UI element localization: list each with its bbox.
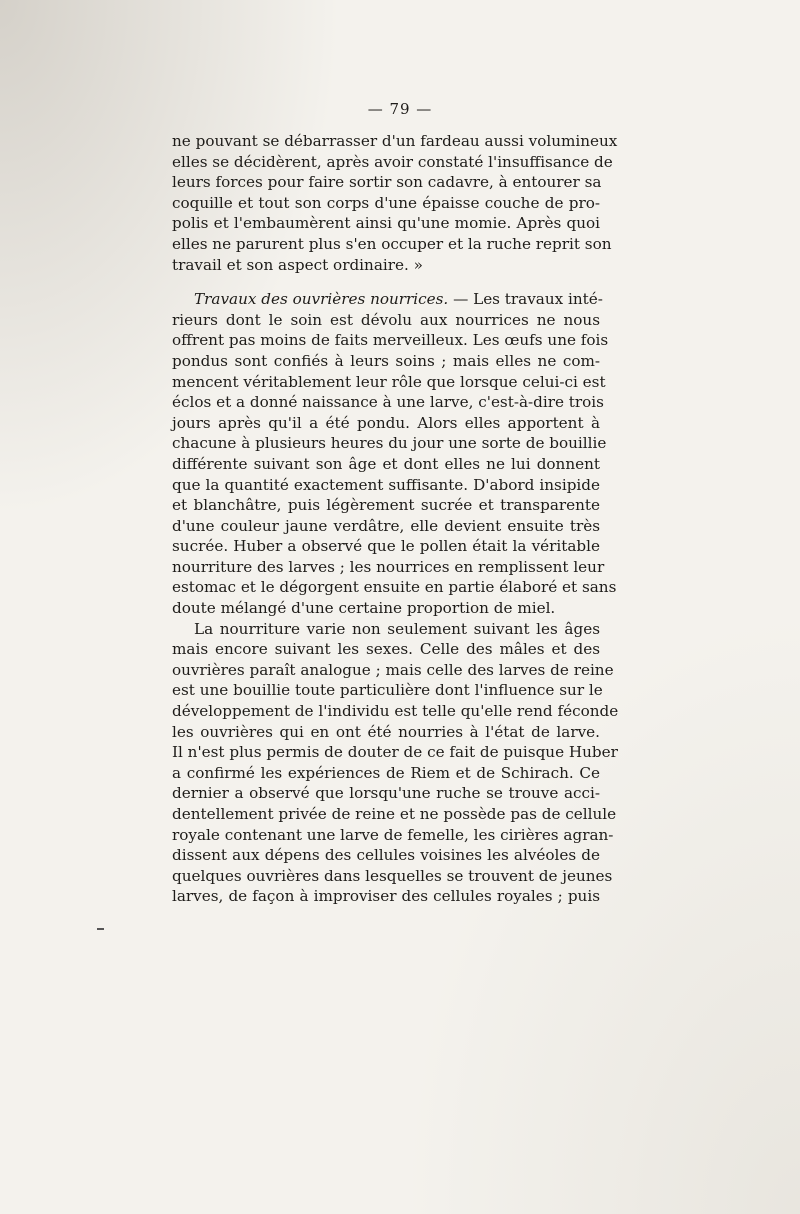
text-line: estomac et le dégorgent ensuite en partie élaboré et sans: [172, 578, 617, 597]
section-heading: Travaux des ouvrières nourrices.: [194, 290, 449, 309]
text-line: royale contenant une larve de femelle, les cirières agran-: [172, 825, 614, 844]
text-line: mais encore suivant les sexes. Celle des mâles et des: [172, 640, 600, 659]
text-line: développement de l'individu est telle qu'elle rend féconde: [172, 702, 619, 721]
text-line: [172, 289, 603, 310]
paragraph-1: [172, 131, 618, 275]
text-line: leurs forces pour faire sortir son cadavre, à entourer sa: [172, 173, 602, 192]
text-line: dentellement privée de reine et ne possède pas de cellule: [172, 805, 617, 823]
text-line: quelques ouvrières dans lesquelles se trouvent de jeunes: [172, 866, 613, 885]
text-line: différente suivant son âge et dont elles ne lui donnent: [172, 454, 600, 473]
page-number: — 79 —: [367, 100, 433, 118]
paragraph-spacer: [172, 275, 600, 289]
text-line: dernier a observé que lorsqu'une ruche se trouve acci-: [172, 784, 600, 803]
text-line: dissent aux dépens des cellules voisines les alvéoles de: [172, 846, 600, 865]
text-line: que la quantité exactement suffisante. D'abord insipide: [172, 475, 600, 494]
text-line: Il n'est plus permis de douter de ce fait de puisque Huber: [172, 743, 618, 762]
text-line: doute mélangé d'une certaine proportion de miel.: [172, 599, 556, 618]
body-text: [172, 131, 619, 907]
text-line: les ouvrières qui en ont été nourries à l'état de larve.: [172, 722, 600, 741]
text-line: coquille et tout son corps d'une épaisse couche de pro-: [172, 193, 600, 212]
text-line: nourriture des larves ; les nourrices en remplissent leur: [172, 557, 605, 576]
text-line: et blanchâtre, puis légèrement sucrée et transparente: [172, 496, 600, 515]
heading-continuation: — Les travaux inté-: [448, 290, 603, 309]
text-line: larves, de façon à improviser des cellules royales ; puis: [172, 887, 600, 906]
text-line: elles ne parurent plus s'en occuper et la ruche reprit son: [172, 234, 612, 253]
text-line: éclos et a donné naissance à une larve, c'est-à-dire trois: [172, 393, 604, 412]
paragraph-3: [172, 619, 619, 907]
paragraph-2: [172, 289, 617, 619]
text-line: sucrée. Huber a observé que le pollen était la véritable: [172, 537, 600, 556]
text-line: rieurs dont le soin est dévolu aux nourrices ne nous: [172, 310, 600, 329]
text-line: pondus sont confiés à leurs soins ; mais elles ne com-: [172, 351, 600, 370]
text-line: a confirmé les expériences de Riem et de Schirach. Ce: [172, 763, 600, 782]
text-line: jours après qu'il a été pondu. Alors elles apportent à: [172, 413, 600, 432]
text-line: d'une couleur jaune verdâtre, elle devient ensuite très: [172, 516, 600, 535]
text-line: elles se décidèrent, après avoir constaté l'insuffisance de: [172, 152, 613, 171]
text-line: mencent véritablement leur rôle que lorsque celui-ci est: [172, 372, 606, 391]
text-line: ouvrières paraît analogue ; mais celle des larves de reine: [172, 660, 614, 679]
text-line: offrent pas moins de faits merveilleux. Les œufs une fois: [172, 331, 609, 350]
text-line: polis et l'embaumèrent ainsi qu'une momie. Après quoi: [172, 214, 600, 233]
text-line: est une bouillie toute particulière dont l'influence sur le: [172, 681, 603, 700]
text-line: ne pouvant se débarrasser d'un fardeau aussi volumineux: [172, 132, 618, 150]
margin-dash-mark: [97, 928, 104, 930]
text-line: La nourriture varie non seulement suivant les âges: [194, 619, 600, 638]
text-line: chacune à plusieurs heures du jour une sorte de bouillie: [172, 434, 607, 453]
text-line: travail et son aspect ordinaire. »: [172, 255, 423, 274]
